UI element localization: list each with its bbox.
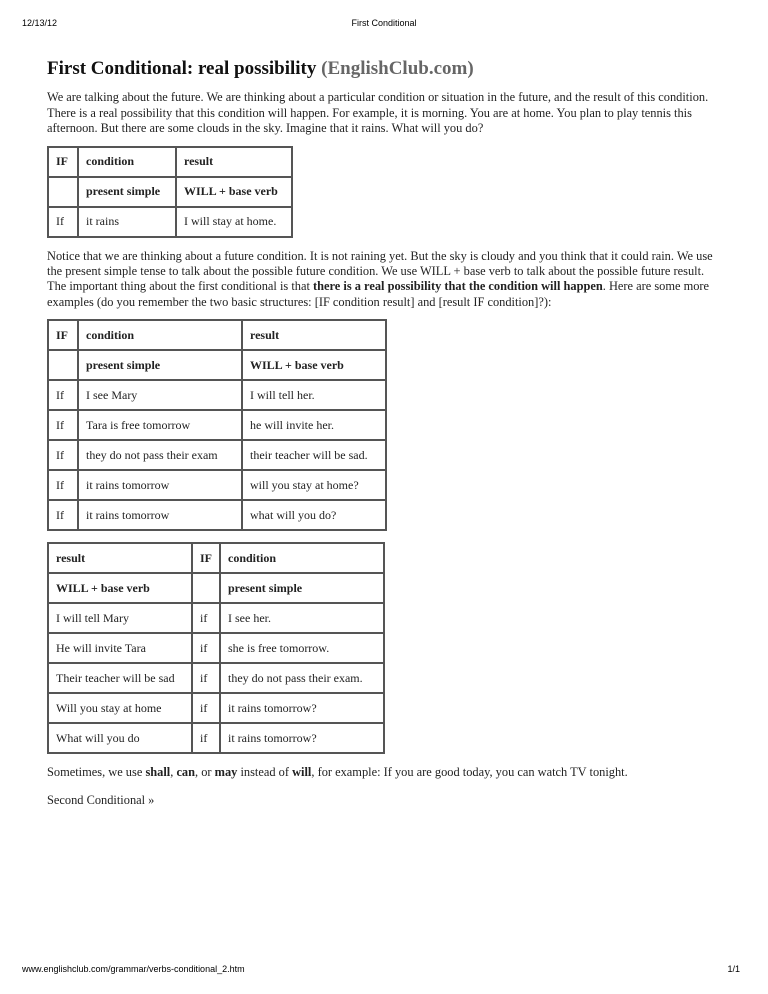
subheader-cell: WILL + base verb — [242, 350, 386, 380]
notice-text-end: . Here are some more examples (do you remember the two basic structures: [IF condition result] and [result IF condition]?): — [47, 279, 710, 309]
subheader-cell: present simple — [220, 573, 384, 603]
subheader-cell: present simple — [78, 177, 176, 207]
modal-may: may — [214, 765, 238, 780]
subheader-cell: WILL + base verb — [48, 573, 192, 603]
header-cell: result — [48, 543, 192, 573]
header-cell: condition — [78, 320, 242, 350]
table-cell: I see her. — [220, 603, 384, 633]
modal-can: can — [176, 765, 196, 780]
table-cell: If — [48, 410, 78, 440]
subheader-cell: present simple — [78, 350, 242, 380]
closing-text: Sometimes, we use — [47, 765, 146, 780]
table-cell: if — [192, 723, 220, 753]
table-row — [48, 380, 386, 410]
closing-text: , for example: If you are good today, you can watch TV tonight. — [311, 765, 628, 780]
table-row — [48, 500, 386, 530]
table-row — [48, 470, 386, 500]
table-cell: what will you do? — [242, 500, 386, 530]
notice-text: Notice that we are thinking about a future condition. It is not raining yet. But the sky is cloudy and you think that it could rain. We use the present simple tense to talk about the possible future condition. We use WILL + base verb to talk about the possible future result. The important thing about the first conditional is that — [47, 248, 713, 294]
table-subheader-row — [48, 350, 386, 380]
table-cell: if — [192, 663, 220, 693]
subheader-cell — [192, 573, 220, 603]
table-row — [48, 440, 386, 470]
table-cell: if — [192, 603, 220, 633]
header-cell: IF — [48, 320, 78, 350]
table-cell: if — [192, 633, 220, 663]
header-cell: condition — [78, 147, 176, 177]
table-row — [48, 663, 384, 693]
table-row — [48, 693, 384, 723]
table-cell: Tara is free tomorrow — [78, 410, 242, 440]
subheader-cell: WILL + base verb — [176, 177, 292, 207]
modal-shall: shall — [145, 765, 171, 780]
table-if-condition-result — [47, 146, 293, 238]
table-cell: it rains — [78, 207, 176, 237]
table-cell: He will invite Tara — [48, 633, 192, 663]
table-cell: What will you do — [48, 723, 192, 753]
closing-text: , — [170, 765, 177, 780]
table-cell: If — [48, 500, 78, 530]
intro-paragraph: We are talking about the future. We are thinking about a particular condition or situation in the future, and the result of this condition. There is a real possibility that this condition will happen. For example, it is morning. You are at home. You plan to play tennis this afternoon. But there are some clouds in the sky. Imagine that it rains. What will you do? — [47, 90, 709, 136]
table-cell: Will you stay at home — [48, 693, 192, 723]
table-examples-result-first — [47, 542, 385, 754]
table-cell: they do not pass their exam — [78, 440, 242, 470]
table-row — [48, 603, 384, 633]
table-cell: If — [48, 207, 78, 237]
table-cell: I will stay at home. — [176, 207, 292, 237]
table-cell: their teacher will be sad. — [242, 440, 386, 470]
closing-text: , or — [195, 765, 215, 780]
print-header — [0, 18, 768, 32]
page-number: 1/1 — [727, 964, 740, 974]
table-examples-if-first — [47, 319, 387, 531]
print-date: 12/13/12 — [22, 18, 58, 28]
print-footer — [0, 964, 768, 978]
table-cell: it rains tomorrow? — [220, 723, 384, 753]
table-row — [48, 207, 292, 237]
table-cell: if — [192, 693, 220, 723]
article — [47, 58, 717, 817]
table-row — [48, 410, 386, 440]
site-name: (EnglishClub.com) — [321, 58, 474, 79]
table-cell: I see Mary — [78, 380, 242, 410]
table-header-row — [48, 543, 384, 573]
notice-paragraph — [47, 249, 717, 311]
table-cell: they do not pass their exam. — [220, 663, 384, 693]
table-cell: he will invite her. — [242, 410, 386, 440]
print-title: First Conditional — [351, 18, 417, 28]
table-row — [48, 633, 384, 663]
table-cell: it rains tomorrow? — [220, 693, 384, 723]
notice-bold: there is a real possibility that the condition will happen — [313, 279, 603, 294]
modal-will: will — [292, 765, 312, 780]
table-cell: I will tell Mary — [48, 603, 192, 633]
table-subheader-row — [48, 573, 384, 603]
table-cell: she is free tomorrow. — [220, 633, 384, 663]
page-title — [47, 58, 717, 79]
header-cell: condition — [220, 543, 384, 573]
table-cell: it rains tomorrow — [78, 470, 242, 500]
second-conditional-link[interactable]: Second Conditional » — [47, 792, 155, 807]
table-cell: If — [48, 440, 78, 470]
header-cell: IF — [192, 543, 220, 573]
table-cell: If — [48, 380, 78, 410]
header-cell: result — [176, 147, 292, 177]
table-cell: If — [48, 470, 78, 500]
print-url: www.englishclub.com/grammar/verbs-conditional_2.htm — [22, 964, 245, 974]
table-row — [48, 723, 384, 753]
closing-paragraph — [47, 765, 717, 780]
table-subheader-row — [48, 177, 292, 207]
table-cell: it rains tomorrow — [78, 500, 242, 530]
subheader-cell — [48, 350, 78, 380]
table-cell: Their teacher will be sad — [48, 663, 192, 693]
title-main: First Conditional: real possibility — [47, 58, 317, 79]
header-cell: result — [242, 320, 386, 350]
subheader-cell — [48, 177, 78, 207]
table-cell: will you stay at home? — [242, 470, 386, 500]
table-header-row — [48, 147, 292, 177]
closing-text: instead of — [237, 765, 293, 780]
header-cell: IF — [48, 147, 78, 177]
table-cell: I will tell her. — [242, 380, 386, 410]
table-header-row — [48, 320, 386, 350]
